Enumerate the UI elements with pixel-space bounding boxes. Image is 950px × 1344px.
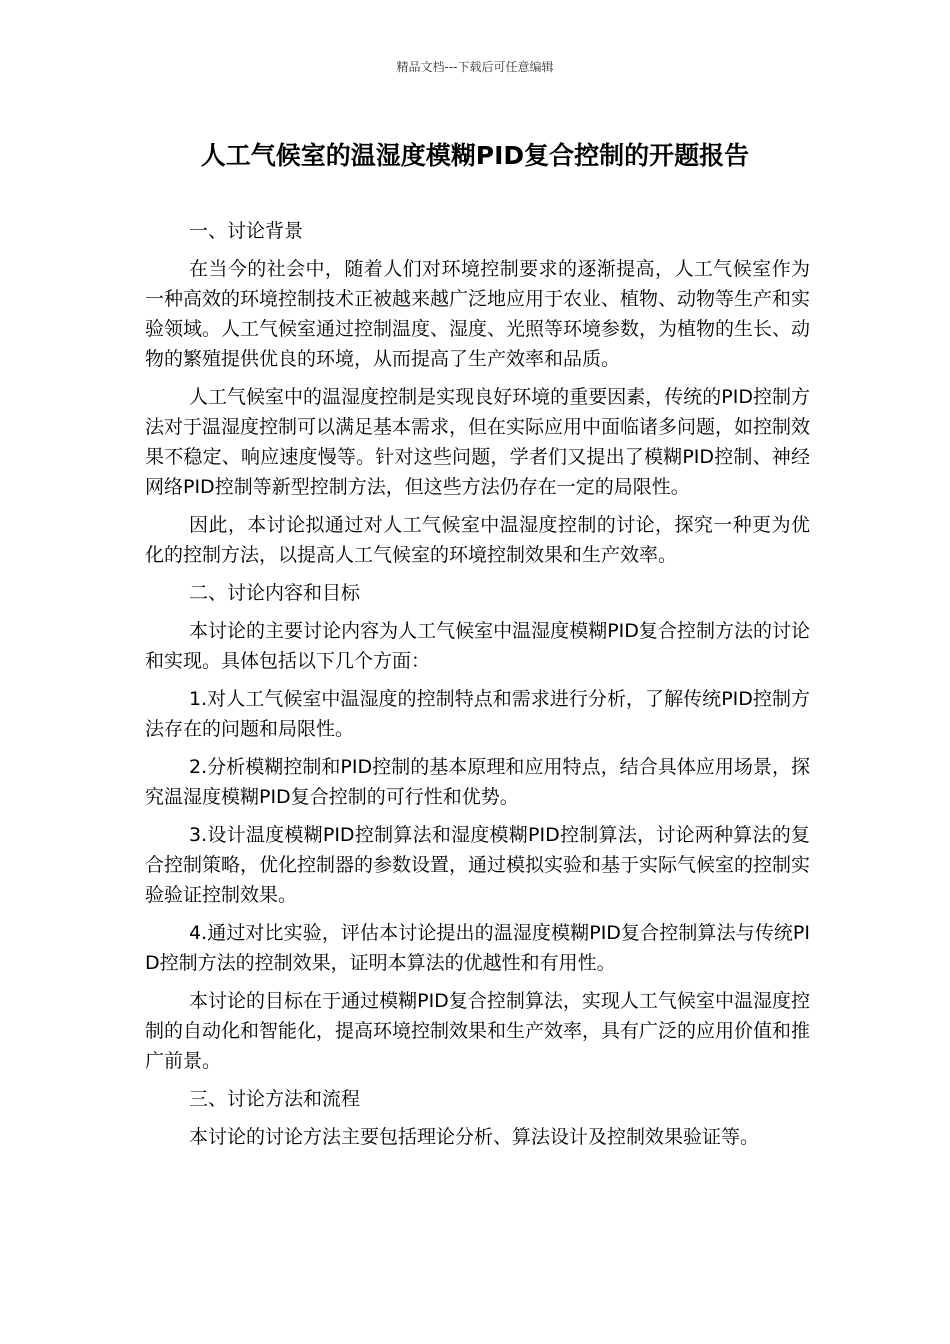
header-note: 精品文档---下载后可任意编辑	[396, 60, 554, 74]
document-title: 人工气候室的温湿度模糊PID复合控制的开题报告	[200, 141, 750, 170]
list-item-paragraph: 3.设计温度模糊PID控制算法和湿度模糊PID控制算法，讨论两种算法的复合控制策略，优化控制器的参数设置，通过模拟实验和基于实际气候室的控制实验验证控制效果。	[145, 824, 811, 906]
paragraph: 在当今的社会中，随着人们对环境控制要求的逐渐提高，人工气候室作为一种高效的环境控制技术正被越来越广泛地应用于农业、植物、动物等生产和实验领域。人工气候室通过控制温度、湿度、光照等环境参数，为植物的生长、动物的繁殖提供优良的环境，从而提高了生产效率和品质。	[145, 258, 811, 370]
document-body	[145, 216, 810, 1160]
list-item-paragraph: 4.通过对比实验，评估本讨论提出的温湿度模糊PID复合控制算法与传统PID控制方法的控制效果，证明本算法的优越性和有用性。	[145, 922, 810, 974]
paragraph: 本讨论的主要讨论内容为人工气候室中温湿度模糊PID复合控制方法的讨论和实现。具体包括以下几个方面：	[145, 620, 810, 672]
paragraph: 本讨论的目标在于通过模糊PID复合控制算法，实现人工气候室中温湿度控制的自动化和智能化，提高环境控制效果和生产效率，具有广泛的应用价值和推广前景。	[145, 990, 811, 1072]
paragraph: 人工气候室中的温湿度控制是实现良好环境的重要因素，传统的PID控制方法对于温湿度控制可以满足基本需求，但在实际应用中面临诸多问题，如控制效果不稳定、响应速度慢等。针对这些问题，学者们又提出了模糊PID控制、神经网络PID控制等新型控制方法，但这些方法仍存在一定的局限性。	[145, 386, 811, 498]
list-item-paragraph: 2.分析模糊控制和PID控制的基本原理和应用特点，结合具体应用场景，探究温湿度模糊PID复合控制的可行性和优势。	[145, 756, 810, 808]
section-heading-background: 一、讨论背景	[189, 220, 304, 242]
paragraph: 本讨论的讨论方法主要包括理论分析、算法设计及控制效果验证等。	[189, 1126, 760, 1148]
section-heading-content-goals: 二、讨论内容和目标	[189, 582, 361, 604]
section-heading-methods: 三、讨论方法和流程	[189, 1088, 361, 1110]
paragraph: 因此，本讨论拟通过对人工气候室中温湿度控制的讨论，探究一种更为优化的控制方法，以提高人工气候室的环境控制效果和生产效率。	[145, 514, 810, 566]
list-item-paragraph: 1.对人工气候室中温湿度的控制特点和需求进行分析，了解传统PID控制方法存在的问题和局限性。	[145, 688, 810, 740]
